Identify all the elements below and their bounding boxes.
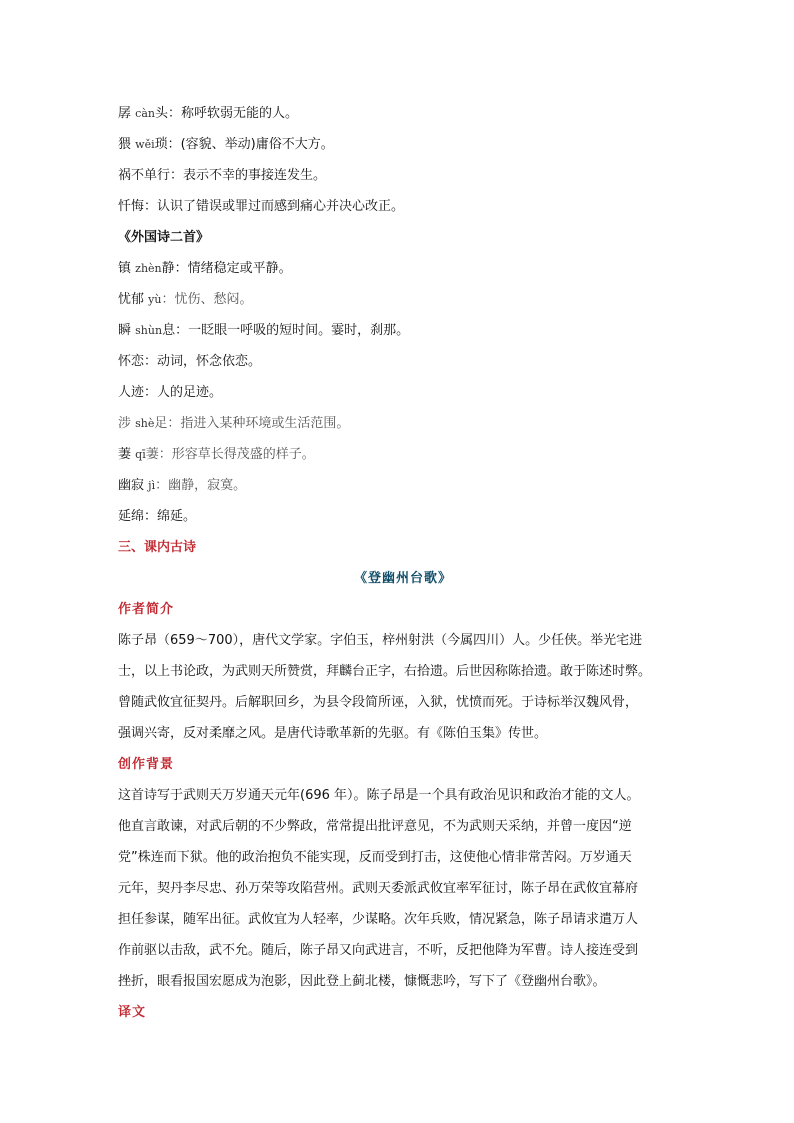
author-heading: 作者简介 — [118, 602, 175, 617]
vocab-word: 镇 — [118, 261, 132, 276]
vocab-item — [118, 160, 688, 191]
book-title: 《外国诗二首》 — [118, 230, 210, 245]
vocab-word: 萋 — [118, 447, 132, 462]
vocab-word: 猥 — [118, 137, 132, 152]
vocab-item — [118, 129, 688, 160]
paragraph-line: 挫折，眼看报国宏愿成为泡影，因此登上蓟北楼，慷慨悲吟，写下了《登幽州台歌》。 — [118, 974, 606, 989]
vocab-definition: 人迹：人的足迹。 — [118, 385, 223, 400]
vocab-item — [118, 284, 688, 315]
vocab-definition: 祸不单行：表示不幸的事接连发生。 — [118, 168, 327, 183]
vocab-definition: 息：一眨眼一呼吸的短时间。霎时，刹那。 — [162, 323, 410, 338]
document-page — [118, 98, 688, 1028]
paragraph-line: 他直言敢谏，对武后朝的不少弊政，常常提出批评意见，不为武则天采纳，并曾一度因“逆 — [118, 819, 632, 834]
paragraph-line: 陈子昂（659～700），唐代文学家。字伯玉，梓州射洪（今属四川）人。少任侠。举光宅进 — [118, 633, 643, 648]
vocab-definition: 延绵：绵延。 — [118, 509, 197, 524]
vocab-word: 瞬 — [118, 323, 132, 338]
poem-title: 《登幽州台歌》 — [353, 571, 452, 586]
vocab-item — [118, 98, 688, 129]
vocab-item — [118, 408, 688, 439]
vocab-pinyin: shè — [135, 417, 155, 430]
vocab-pinyin: yù — [148, 293, 162, 306]
vocab-definition: 琐：(容貌、举动)庸俗不大方。 — [154, 137, 334, 152]
vocab-pinyin: shùn — [135, 324, 163, 337]
vocab-word: 孱 — [118, 106, 132, 121]
vocab-item — [118, 470, 688, 501]
paragraph-line: 担任参谋，随军出征。武攸宜为人轻率，少谋略。次年兵败，情况紧急，陈子昂请求遣万人 — [118, 912, 639, 927]
vocab-definition: 静：情绪稳定或平静。 — [161, 261, 292, 276]
paragraph-line: 士，以上书论政，为武则天所赞赏，拜麟台正字，右拾遗。后世因称陈拾遗。敢于陈述时弊。 — [118, 664, 652, 679]
vocab-item — [118, 439, 688, 470]
vocab-item — [118, 253, 688, 284]
vocab-definition: 萋：形容草长得茂盛的样子。 — [145, 447, 315, 462]
vocab-pinyin: càn — [135, 107, 155, 120]
vocab-definition: 头：称呼软弱无能的人。 — [154, 106, 298, 121]
vocab-pinyin: qī — [135, 448, 146, 461]
vocab-pinyin: jì — [148, 479, 156, 492]
vocab-definition: 怀恋：动词，怀念依恋。 — [118, 354, 262, 369]
paragraph-line: 这首诗写于武则天万岁通天元年(696 年）。陈子昂是一个具有政治见识和政治才能的文人。 — [118, 788, 640, 803]
paragraph-line: 作前驱以击敌，武不允。随后，陈子昂又向武进言，不听，反把他降为军曹。诗人接连受到 — [118, 943, 639, 958]
vocab-pinyin: zhèn — [135, 262, 162, 275]
vocab-definition: 足：指进入某种环境或生活范围。 — [154, 416, 350, 431]
paragraph-line: 党”株连而下狱。他的政治抱负不能实现，反而受到打击，这使他心情非常苦闷。万岁通天 — [118, 850, 632, 865]
vocab-item — [118, 346, 688, 377]
paragraph-line: 强调兴寄，反对柔靡之风。是唐代诗歌革新的先驱。有《陈伯玉集》传世。 — [118, 726, 548, 741]
vocab-pinyin: wěi — [135, 138, 155, 151]
background-heading: 创作背景 — [118, 757, 175, 772]
vocab-definition: ：幽静，寂寞。 — [155, 478, 247, 493]
paragraph-line: 曾随武攸宜征契丹。后解职回乡，为县令段简所诬，入狱，忧愤而死。于诗标举汉魏风骨， — [118, 695, 639, 710]
vocab-definition: 忏悔：认识了错误或罪过而感到痛心并决心改正。 — [118, 199, 405, 214]
vocab-word: 涉 — [118, 416, 132, 431]
author-paragraph — [118, 625, 688, 749]
vocab-item — [118, 315, 688, 346]
vocab-item — [118, 501, 688, 532]
background-paragraph — [118, 780, 688, 997]
vocab-list-2 — [118, 253, 688, 532]
section-heading: 三、课内古诗 — [118, 540, 197, 555]
vocab-word: 忧郁 — [118, 292, 145, 307]
vocab-definition: ：忧伤、愁闷。 — [161, 292, 253, 307]
vocab-word: 幽寂 — [118, 478, 145, 493]
vocab-item — [118, 191, 688, 222]
translation-heading: 译文 — [118, 1005, 147, 1020]
vocab-item — [118, 377, 688, 408]
vocab-list-1 — [118, 98, 688, 222]
paragraph-line: 元年，契丹李尽忠、孙万荣等攻陷营州。武则天委派武攸宜率军征讨，陈子昂在武攸宜幕府 — [118, 881, 639, 896]
